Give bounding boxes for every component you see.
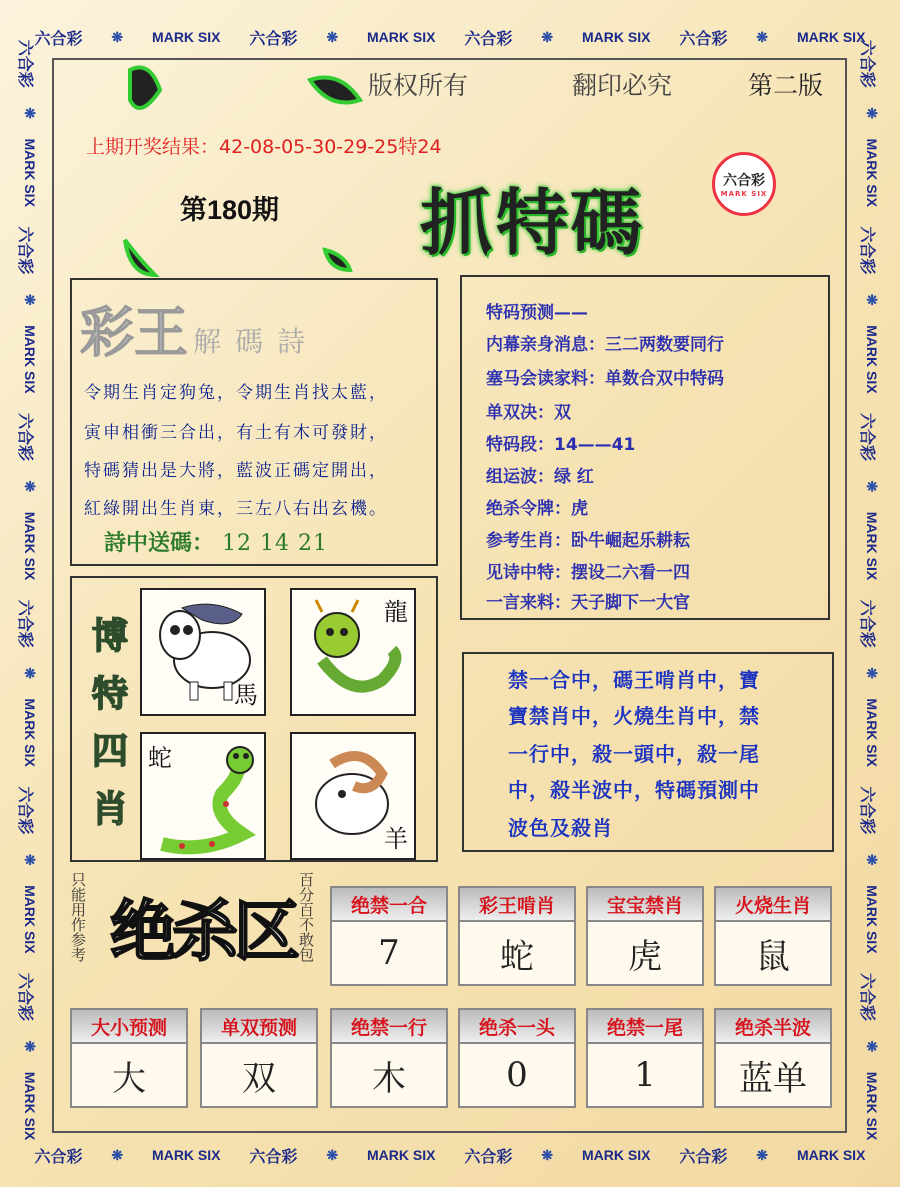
zodiac-horse-box xyxy=(140,588,266,716)
flower-icon: ❋ xyxy=(111,1146,124,1163)
border-logo-text: 六合彩 xyxy=(858,786,875,835)
flower-icon: ❋ xyxy=(22,853,38,866)
border-brand-text: MARK SIX xyxy=(864,325,880,394)
no-reprint-text: 翻印必究 xyxy=(572,71,673,100)
border-brand-text: MARK SIX xyxy=(22,1071,38,1141)
bosite-char: 博 xyxy=(91,616,128,658)
flower-icon: ❋ xyxy=(864,667,880,679)
zodiac-goat-box xyxy=(290,732,416,860)
border-logo-text: 六合彩 xyxy=(679,30,728,48)
title-char-3: 碼 xyxy=(570,180,643,265)
border-logo-text: 六合彩 xyxy=(16,226,33,275)
prediction-line: 一言来料：天子脚下一大官 xyxy=(486,593,690,613)
border-brand-text: MARK SIX xyxy=(22,138,38,207)
prediction-line: 特码段：14——41 xyxy=(486,435,636,455)
kill-cell-label: 彩王啃肖 xyxy=(460,888,574,922)
title-char-1: 抓 xyxy=(420,180,493,265)
flower-icon: ❋ xyxy=(22,480,38,493)
flower-icon: ❋ xyxy=(326,28,339,45)
border-brand-text: MARK SIX xyxy=(152,1147,221,1163)
poem-line: 寅申相衝三合出，有土有木可發財， xyxy=(84,423,388,443)
kill-cell xyxy=(586,1008,704,1108)
kill-cell-value: 1 xyxy=(634,1055,656,1095)
last-result xyxy=(86,132,442,159)
kill-cell-label: 绝禁一行 xyxy=(332,1010,446,1044)
last-result-value: 42-08-05-30-29-25特24 xyxy=(219,136,442,158)
border-brand-text: MARK SIX xyxy=(581,1147,651,1163)
edition-text: 第二版 xyxy=(748,71,824,100)
border-logo-text: 六合彩 xyxy=(34,30,83,48)
flower-icon: ❋ xyxy=(22,1040,38,1053)
prediction-line: 组运波：绿 红 xyxy=(486,467,594,487)
flower-icon: ❋ xyxy=(326,1146,339,1163)
poem-title-small: 解碼詩 xyxy=(193,325,320,358)
prediction-line: 塞马会读家料：单数合双中特码 xyxy=(486,369,724,389)
border-logo-text: 六合彩 xyxy=(858,973,875,1022)
poem-line: 令期生肖定狗兔，令期生肖找太藍， xyxy=(84,383,388,403)
kill-cell-value: 0 xyxy=(506,1055,528,1095)
border-logo-text: 六合彩 xyxy=(249,30,298,48)
border-brand-text: MARK SIX xyxy=(864,511,880,581)
border-brand-text: MARK SIX xyxy=(864,138,880,207)
issue-number: 第180期 xyxy=(180,195,280,225)
kill-cell-label: 火烧生肖 xyxy=(716,888,830,922)
border-brand-text: MARK SIX xyxy=(22,511,38,581)
flower-icon: ❋ xyxy=(756,1146,769,1163)
border-brand-text: MARK SIX xyxy=(796,1147,866,1163)
prediction-line: 参考生肖：卧牛崛起乐耕耘 xyxy=(486,531,690,551)
ban-line: 中，殺半波中，特碼預測中 xyxy=(508,778,760,802)
last-result-label: 上期开奖结果： xyxy=(86,136,220,158)
kill-cell-label: 绝禁一尾 xyxy=(588,1010,702,1044)
border-logo-text: 六合彩 xyxy=(679,1148,728,1166)
bosite-char: 特 xyxy=(91,673,128,715)
border-brand-text: MARK SIX xyxy=(796,29,866,45)
flower-icon: ❋ xyxy=(22,293,38,306)
ban-line: 禁一合中，碼王啃肖中，寶 xyxy=(508,668,760,692)
border-brand-text: MARK SIX xyxy=(22,325,38,394)
flower-icon: ❋ xyxy=(864,480,880,493)
prediction-line: 见诗中特：摆设二六看一四 xyxy=(486,563,690,583)
prediction-line: 内幕亲身消息：三二两数要同行 xyxy=(486,335,724,355)
bosite-title xyxy=(84,605,136,835)
kill-cell-label: 宝宝禁肖 xyxy=(588,888,702,922)
bosite-char: 四 xyxy=(91,731,128,773)
kill-cell-value: 蓝单 xyxy=(739,1058,807,1099)
ban-line: 波色及殺肖 xyxy=(508,816,613,840)
border-logo-text: 六合彩 xyxy=(16,599,33,648)
kill-cell-value: 鼠 xyxy=(756,936,790,977)
kill-cell-label: 绝杀半波 xyxy=(716,1010,830,1044)
flower-icon: ❋ xyxy=(864,293,880,306)
flower-icon: ❋ xyxy=(541,1146,554,1163)
border-logo-text: 六合彩 xyxy=(16,973,33,1022)
poem-send-numbers xyxy=(104,526,328,557)
kill-cell-label: 绝杀一头 xyxy=(460,1010,574,1044)
border-brand-text: MARK SIX xyxy=(581,29,651,45)
border-logo-text: 六合彩 xyxy=(464,30,513,48)
ban-line: 一行中，殺一頭中，殺一尾 xyxy=(508,742,760,766)
poem-title xyxy=(80,290,319,367)
flower-icon: ❋ xyxy=(864,107,880,119)
kill-cell-label: 大小预测 xyxy=(72,1010,186,1044)
prediction-line: 单双决：双 xyxy=(486,403,571,423)
kill-cell-label: 绝禁一合 xyxy=(332,888,446,922)
border-brand-text: MARK SIX xyxy=(864,885,880,954)
border-logo-text: 六合彩 xyxy=(34,1148,83,1166)
prediction-line: 绝杀令牌：虎 xyxy=(486,499,588,519)
zodiac-dragon-box xyxy=(290,588,416,716)
flower-icon: ❋ xyxy=(22,107,38,119)
kill-cell xyxy=(714,1008,832,1108)
zodiac-label-dragon: 龍 xyxy=(384,598,408,626)
kill-cell xyxy=(714,886,832,986)
border-logo-text: 六合彩 xyxy=(858,413,875,462)
left-border-band xyxy=(14,30,44,1150)
zodiac-label-goat: 羊 xyxy=(384,825,408,853)
border-logo-text: 六合彩 xyxy=(858,599,875,648)
top-border-band xyxy=(20,22,880,52)
kill-zone-right-note: 百分百不敢包 xyxy=(297,872,315,962)
poem-title-big: 彩王 xyxy=(80,300,188,364)
kill-cell-value: 大 xyxy=(112,1058,146,1099)
kill-cell-label: 单双预测 xyxy=(202,1010,316,1044)
prediction-line: 特码预测—— xyxy=(486,303,588,323)
border-logo-text: 六合彩 xyxy=(858,39,875,88)
border-logo-text: 六合彩 xyxy=(16,413,33,462)
logo-main-text: 六合彩 xyxy=(723,173,765,189)
border-brand-text: MARK SIX xyxy=(22,885,38,954)
kill-cell-value: 双 xyxy=(242,1058,276,1099)
flower-icon: ❋ xyxy=(864,853,880,866)
kill-cell xyxy=(200,1008,318,1108)
kill-cell-value: 木 xyxy=(372,1058,406,1099)
border-logo-text: 六合彩 xyxy=(249,1148,298,1166)
send-numbers: 12 14 21 xyxy=(222,531,328,556)
zodiac-label-horse: 馬 xyxy=(234,681,258,709)
flower-icon: ❋ xyxy=(756,28,769,45)
border-logo-text: 六合彩 xyxy=(16,39,33,88)
border-brand-text: MARK SIX xyxy=(367,29,436,45)
kill-cell-value: 7 xyxy=(378,933,400,973)
kill-cell xyxy=(458,1008,576,1108)
flower-icon: ❋ xyxy=(864,1040,880,1053)
right-border-band xyxy=(856,30,886,1150)
zodiac-snake-box xyxy=(140,732,266,860)
ban-line: 寶禁肖中，火燒生肖中，禁 xyxy=(508,704,760,728)
kill-zone-title: 绝杀区 xyxy=(110,894,296,968)
poem-line: 紅綠開出生肖東，三左八右出玄機。 xyxy=(84,499,388,519)
border-brand-text: MARK SIX xyxy=(864,698,880,767)
flower-icon: ❋ xyxy=(541,28,554,45)
border-brand-text: MARK SIX xyxy=(152,29,221,45)
border-logo-text: 六合彩 xyxy=(858,226,875,275)
border-logo-text: 六合彩 xyxy=(464,1148,513,1166)
border-brand-text: MARK SIX xyxy=(22,698,38,767)
mark-six-logo xyxy=(712,152,776,216)
border-brand-text: MARK SIX xyxy=(864,1071,880,1141)
send-label: 詩中送碼： xyxy=(104,530,215,556)
title-char-2: 特 xyxy=(496,180,569,265)
kill-cell xyxy=(330,1008,448,1108)
kill-cell-value: 蛇 xyxy=(500,936,534,977)
kill-cell xyxy=(586,886,704,986)
bosite-char: 肖 xyxy=(91,788,128,830)
poem-line: 特碼猜出是大將，藍波正碼定開出， xyxy=(84,461,388,481)
kill-zone-left-note: 只能用作参考 xyxy=(69,872,87,962)
kill-cell xyxy=(70,1008,188,1108)
kill-cell-value: 虎 xyxy=(628,936,662,977)
bottom-border-band xyxy=(20,1140,880,1170)
border-logo-text: 六合彩 xyxy=(16,786,33,835)
flower-icon: ❋ xyxy=(22,667,38,679)
zodiac-label-snake: 蛇 xyxy=(148,744,172,772)
logo-sub-text: MARK SIX xyxy=(720,190,768,198)
border-brand-text: MARK SIX xyxy=(367,1147,436,1163)
kill-cell xyxy=(458,886,576,986)
kill-cell xyxy=(330,886,448,986)
flower-icon: ❋ xyxy=(111,28,124,45)
copyright-text: 版权所有 xyxy=(368,71,469,100)
